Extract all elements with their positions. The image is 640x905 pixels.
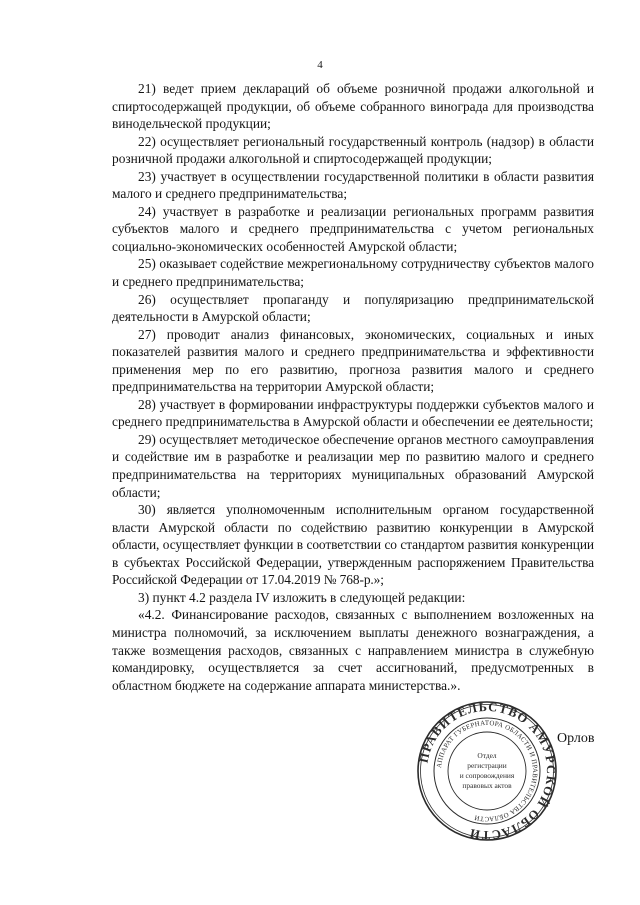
paragraph-27: 27) проводит анализ финансовых, экономических, социальных и иных показателей развития малого и среднего предпринимательства и эффективности применения мер по его развитию, прогноза развития малого и среднего предпринимательства на территории Амурской области; bbox=[112, 326, 594, 395]
paragraph-28: 28) участвует в формировании инфраструктуры поддержки субъектов малого и среднего предпринимательства в Амурской области и обеспечении ее деятельности; bbox=[112, 396, 594, 430]
svg-text:правовых актов: правовых актов bbox=[462, 781, 512, 790]
svg-text:Отдел: Отдел bbox=[477, 751, 497, 760]
paragraph-26: 26) осуществляет пропаганду и популяризацию предпринимательской деятельности в Амурской области; bbox=[112, 291, 594, 325]
document-body bbox=[112, 80, 594, 694]
page-number: 4 bbox=[317, 59, 323, 71]
paragraph-22: 22) осуществляет региональный государственный контроль (надзор) в области розничной продажи алкогольной и спиртосодержащей продукции; bbox=[112, 133, 594, 167]
svg-text:ПРАВИТЕЛЬСТВО АМУРСКОЙ ОБЛАСТИ: ПРАВИТЕЛЬСТВО АМУРСКОЙ ОБЛАСТИ bbox=[416, 700, 558, 842]
svg-text:и сопровождения: и сопровождения bbox=[459, 771, 515, 780]
amendment-item-3: 3) пункт 4.2 раздела IV изложить в следующей редакции: bbox=[138, 589, 466, 605]
amendment-text-4-2: «4.2. Финансирование расходов, связанных с выполнением возложенных на министра полномочий, за исключением выплаты денежного вознаграждения, а также возмещения расходов, связанных с направлением министра в служебную командировку, осуществляется за счет ассигнований, предусмотренных в областном бюджете на содержание аппарата министерства.». bbox=[112, 607, 594, 693]
paragraph-21: 21) ведет прием деклараций об объеме розничной продажи алкогольной и спиртосодержащей продукции, об объеме собранного винограда для производства винодельческой продукции; bbox=[112, 81, 594, 132]
svg-text:регистрации: регистрации bbox=[467, 761, 507, 770]
paragraph-23: 23) участвует в осуществлении государственной политики в области развития малого и среднего предпринимательства; bbox=[112, 168, 594, 202]
paragraph-25: 25) оказывает содействие межрегиональному сотрудничеству субъектов малого и среднего предпринимательства; bbox=[112, 256, 594, 290]
paragraph-29: 29) осуществляет методическое обеспечение органов местного самоуправления и содействие им в разработке и реализации мер по развитию малого и среднего предпринимательства на территориях муниципальных образований Амурской области; bbox=[112, 431, 594, 500]
official-seal-stamp bbox=[416, 700, 558, 842]
paragraph-30: 30) является уполномоченным исполнительным органом государственной власти Амурской области по содействию развитию конкуренции в Амурской области, осуществляет функции в соответствии со стандартом развития конкуренции в субъектах Российской Федерации, утвержденным распоряжением Правительства Российской Федерации от 17.04.2019 № 768-р.»; bbox=[112, 502, 594, 588]
svg-text:АППАРАТ ГУБЕРНАТОРА ОБЛАСТИ И: АППАРАТ ГУБЕРНАТОРА ОБЛАСТИ И ПРАВИТЕЛЬСТВА ОБЛАСТИ bbox=[436, 719, 539, 823]
paragraph-24: 24) участвует в разработке и реализации региональных программ развития субъектов малого и среднего предпринимательства с учетом региональных социально-экономических особенностей Амурской области; bbox=[112, 203, 594, 254]
signature-name: Орлов bbox=[557, 731, 595, 746]
